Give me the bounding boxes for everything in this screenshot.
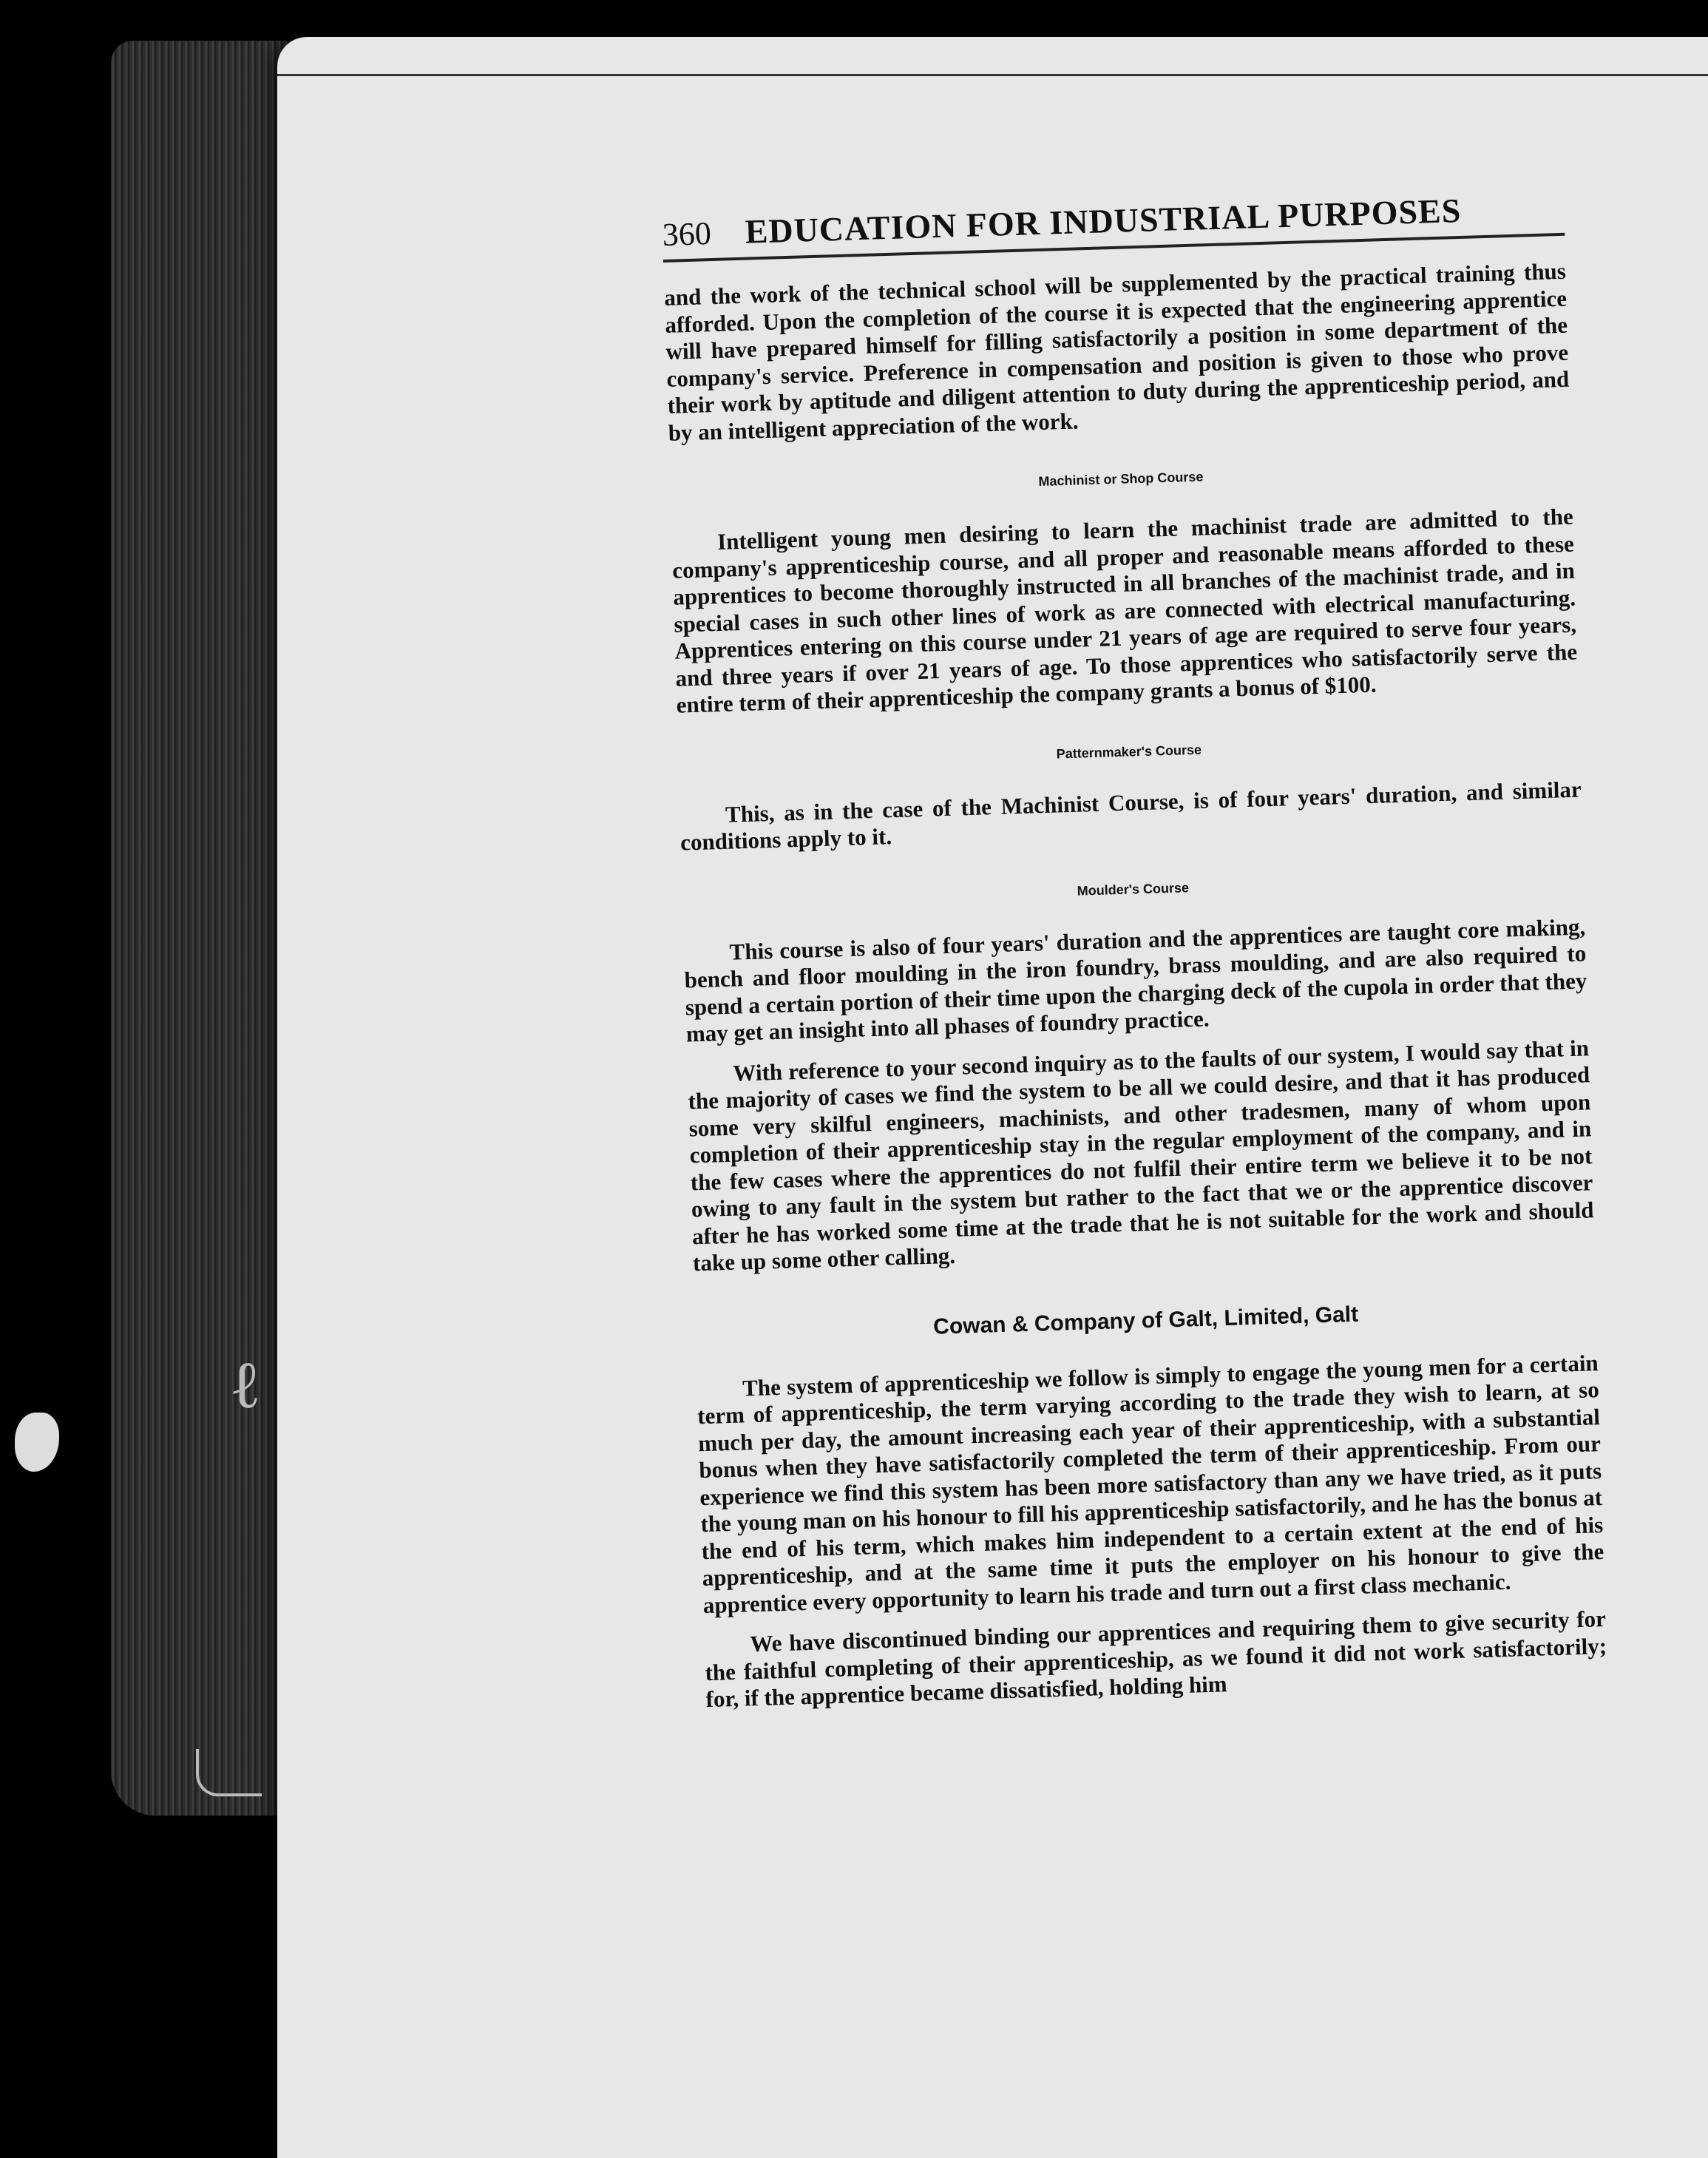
cowan-section-heading: Cowan & Company of Galt, Limited, Galt bbox=[932, 1302, 1359, 1339]
moulder-course-heading: Moulder's Course bbox=[1077, 879, 1190, 899]
patternmaker-course-heading: Patternmaker's Course bbox=[1056, 742, 1202, 761]
page-number: 360 bbox=[662, 215, 712, 253]
scan-smudge bbox=[15, 1413, 59, 1472]
paragraph-faults: With reference to your second inquiry as to the faults of our system, I would say that in the majority of cases we find the system to be all we could desire, and that it has produced some very skilful engineers, machinists, and other tradesmen, many of whom upon completion of their apprenticeship stay in the regular employment of the company, and in the few cases where the apprentices do not fulfil their entire term we believe it to be not owing to any fault in the system but rather to the fact that we or the apprentice discover after he has worked some time at the trade that he is not suitable for the work and should take up some other calling. bbox=[688, 1034, 1594, 1276]
page-text bbox=[662, 188, 1608, 1727]
paragraph-cowan-system: The system of apprenticeship we follow is simply to engage the young men for a certain term of apprenticeship, the term varying according to the trade they wish to learn, at so much per day, the amount increasing each year of their apprenticeship, with a substantial bonus when they have satisfactorily completed the term of their apprenticeship. From our experience we find this system has been more satisfactory than any we have tried, as it puts the young man on his honour to fill his apprenticeship satisfactorily, and he has the bonus at the end of his term, which makes him independent to a certain extent at the end of his apprenticeship, and at the same time it puts the employer on his honour to give the apprentice every opportunity to learn his trade and turn out a first class mechanic. bbox=[697, 1349, 1604, 1618]
machinist-course-heading: Machinist or Shop Course bbox=[1038, 469, 1204, 490]
paragraph-continued: and the work of the technical school will be supplemented by the practical training thus afforded. Upon the completion of the course it is expected that the engineering apprentice will have prepared himself for filling satisfactorily a position in some department of the company's service. Preference in compensation and position is given to those who prove their work by aptitude and diligent attention to duty during the apprenticeship period, and by an intelligent appreciation of the work. bbox=[663, 257, 1570, 446]
paragraph-machinist: Intelligent young men desiring to learn the machinist trade are admitted to the company's apprenticeship course, and all proper and reasonable means afforded to these apprentices to become thoroughly instructed in all branches of the machinist trade, and in special cases in such other lines of work as are connected with electrical manufacturing. Apprentices entering on this course under 21 years of age are required to serve four years, and three years if over 21 years of age. To those apprentices who satisfactorily serve the entire term of their apprenticeship the company grants a bonus of $100. bbox=[671, 503, 1578, 718]
paragraph-binding: We have discontinued binding our apprentices and requiring them to give security for the faithful completing of their apprenticeship, as we found it did not work satisfactorily; for, if the apprentice became dissatisfied, holding him bbox=[704, 1605, 1607, 1713]
running-title: EDUCATION FOR INDUSTRIAL PURPOSES bbox=[744, 191, 1462, 251]
paragraph-moulder: This course is also of four years' duration and the apprentices are taught core making, bench and floor moulding in the iron foundry, brass moulding, and are also required to spend a certain portion of their time upon the charging deck of the cupola in order that they may get an insight into all phases of foundry practice. bbox=[684, 913, 1587, 1047]
margin-pencil-bracket bbox=[196, 1749, 262, 1796]
page-top-rule bbox=[277, 74, 1708, 76]
paragraph-patternmaker: This, as in the case of the Machinist Course, is of four years' duration, and similar conditions apply to it. bbox=[680, 775, 1582, 856]
margin-pencil-mark: ℓ bbox=[229, 1346, 262, 1424]
